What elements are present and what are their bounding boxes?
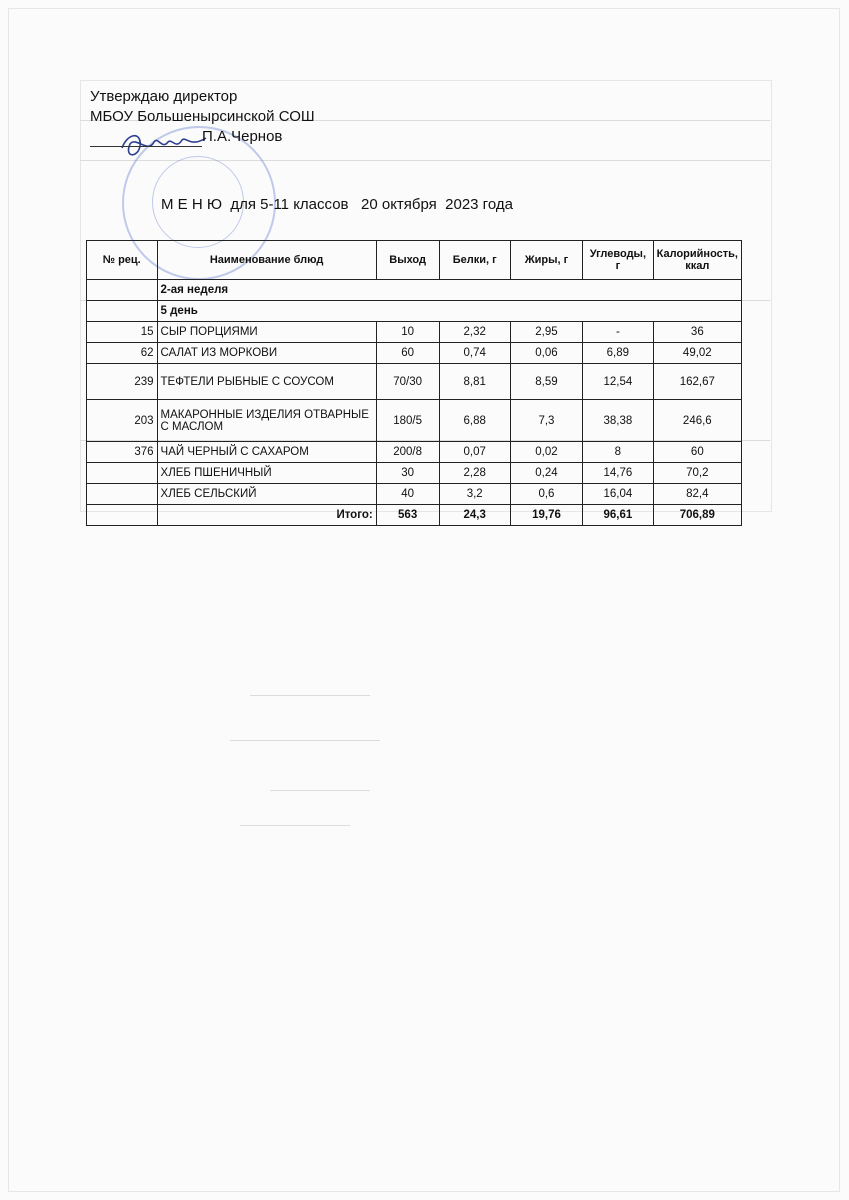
total-label: Итого: [157,505,376,526]
fat-cell: 2,95 [510,322,582,343]
table-row [87,322,742,343]
total-output: 563 [376,505,439,526]
signature-line [90,130,202,147]
header-name: Наименование блюд [157,241,376,280]
protein-cell: 6,88 [439,400,510,442]
dish-name-cell: ТЕФТЕЛИ РЫБНЫЕ С СОУСОМ [157,364,376,400]
output-cell: 40 [376,484,439,505]
kcal-cell: 162,67 [653,364,741,400]
kcal-cell: 246,6 [653,400,741,442]
carb-cell: - [583,322,654,343]
protein-cell: 0,07 [439,442,510,463]
menu-title: М Е Н Ю для 5-11 классов 20 октября 2023 года [161,196,513,213]
carb-cell: 6,89 [583,343,654,364]
protein-cell: 0,74 [439,343,510,364]
approval-line-2: МБОУ Большенырсинской СОШ [90,108,315,125]
header-output: Выход [376,241,439,280]
protein-cell: 8,81 [439,364,510,400]
table-row [87,400,742,442]
table-row [87,463,742,484]
carb-cell: 8 [583,442,654,463]
table-row [87,364,742,400]
output-cell: 180/5 [376,400,439,442]
carb-cell: 14,76 [583,463,654,484]
total-empty-cell [87,505,158,526]
kcal-cell: 60 [653,442,741,463]
dish-name-cell: МАКАРОННЫЕ ИЗДЕЛИЯ ОТВАРНЫЕ С МАСЛОМ [157,400,376,442]
table-row [87,484,742,505]
dish-name-cell: САЛАТ ИЗ МОРКОВИ [157,343,376,364]
day-empty-cell [87,301,158,322]
protein-cell: 2,32 [439,322,510,343]
bleed-through-line [250,695,370,696]
kcal-cell: 36 [653,322,741,343]
bleed-through-line [270,790,370,791]
carb-cell: 16,04 [583,484,654,505]
week-label: 2-ая неделя [157,280,741,301]
output-cell: 200/8 [376,442,439,463]
bleed-through-line [230,740,380,741]
fat-cell: 7,3 [510,400,582,442]
header-rec: № рец. [87,241,158,280]
table-row [87,343,742,364]
total-kcal: 706,89 [653,505,741,526]
kcal-cell: 49,02 [653,343,741,364]
rec-cell: 203 [87,400,158,442]
week-empty-cell [87,280,158,301]
rec-cell [87,463,158,484]
header-fat: Жиры, г [510,241,582,280]
header-carb: Углеводы, г [583,241,654,280]
carb-cell: 12,54 [583,364,654,400]
kcal-cell: 82,4 [653,484,741,505]
carb-cell: 38,38 [583,400,654,442]
dish-name-cell: ХЛЕБ СЕЛЬСКИЙ [157,484,376,505]
kcal-cell: 70,2 [653,463,741,484]
day-row [87,301,742,322]
fat-cell: 0,02 [510,442,582,463]
week-row [87,280,742,301]
menu-table [86,240,742,526]
rec-cell: 62 [87,343,158,364]
output-cell: 10 [376,322,439,343]
approval-block [90,87,315,147]
fat-cell: 0,06 [510,343,582,364]
total-carb: 96,61 [583,505,654,526]
total-protein: 24,3 [439,505,510,526]
rec-cell: 15 [87,322,158,343]
header-protein: Белки, г [439,241,510,280]
header-kcal: Калорийность, ккал [653,241,741,280]
dish-name-cell: ХЛЕБ ПШЕНИЧНЫЙ [157,463,376,484]
day-label: 5 день [157,301,741,322]
approval-line-1: Утверждаю директор [90,88,238,105]
table-header-row [87,241,742,280]
output-cell: 70/30 [376,364,439,400]
output-cell: 30 [376,463,439,484]
table-row [87,442,742,463]
dish-name-cell: ЧАЙ ЧЕРНЫЙ С САХАРОМ [157,442,376,463]
total-row [87,505,742,526]
fat-cell: 0,24 [510,463,582,484]
rec-cell: 376 [87,442,158,463]
protein-cell: 2,28 [439,463,510,484]
fat-cell: 8,59 [510,364,582,400]
dish-name-cell: СЫР ПОРЦИЯМИ [157,322,376,343]
total-fat: 19,76 [510,505,582,526]
output-cell: 60 [376,343,439,364]
fat-cell: 0,6 [510,484,582,505]
protein-cell: 3,2 [439,484,510,505]
rec-cell [87,484,158,505]
bleed-through-line [240,825,350,826]
director-name: П.А.Чернов [202,128,283,145]
approval-line-3 [90,127,315,147]
rec-cell: 239 [87,364,158,400]
